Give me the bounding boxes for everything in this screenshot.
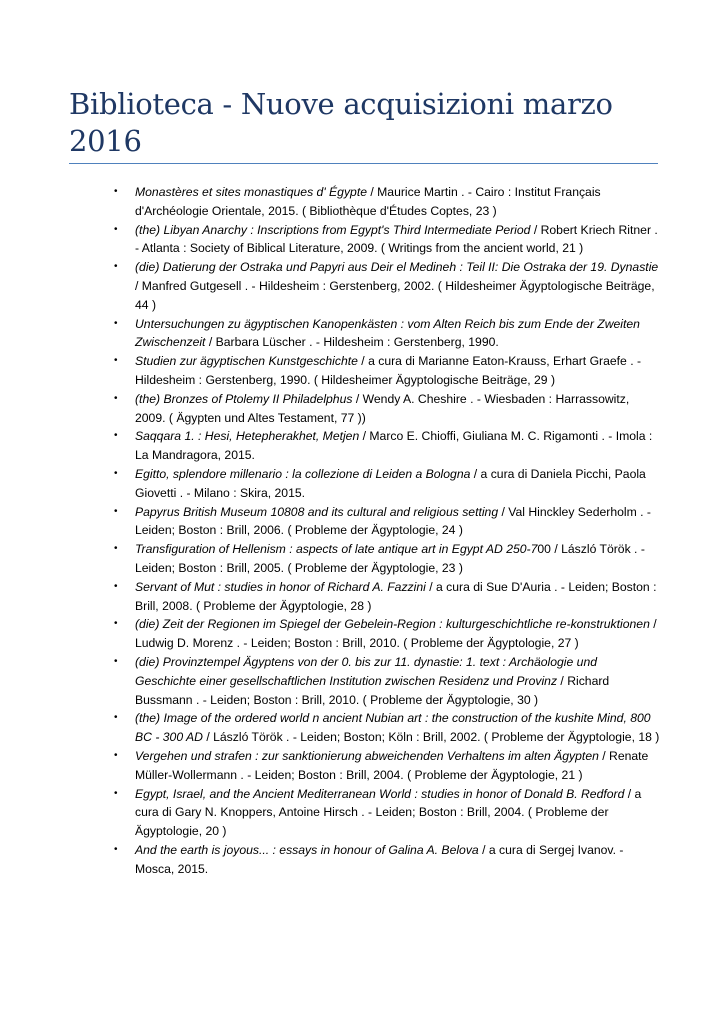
entry-details: / Ludwig D. Morenz . - Leiden; Boston : Brill, 2010. ( Probleme der Ägyptologie, 27 )	[135, 617, 657, 651]
entry-title: (die) Provinztempel Ägyptens von der 0. bis zur 11. dynastie: 1. text : Archäologie und Geschichte einer gesellschaftlichen Institution zwischen Residenz und Provinz	[135, 654, 598, 688]
page-title: Biblioteca - Nuove acquisizioni marzo 2016	[69, 87, 613, 158]
bullet-icon: •	[114, 712, 118, 724]
bullet-icon: •	[114, 787, 118, 799]
bullet-icon: •	[114, 655, 118, 667]
entry-title: And the earth is joyous... : essays in honour of Galina A. Belova	[135, 842, 479, 857]
list-item	[112, 709, 660, 747]
list-item	[112, 352, 660, 390]
bullet-icon: •	[114, 843, 118, 855]
entry-details: / Val Hinckley Sederholm . - Leiden; Boston : Brill, 2006. ( Probleme der Ägyptologie, 24 )	[135, 504, 651, 538]
list-item	[112, 503, 660, 541]
list-item	[112, 653, 660, 709]
entry-title: (the) Image of the ordered world n ancient Nubian art : the construction of the kushite Mind, 800 BC - 300 AD	[135, 711, 651, 745]
bullet-icon: •	[114, 543, 118, 555]
entry-title: Papyrus British Museum 10808 and its cultural and religious setting	[135, 504, 499, 519]
list-item	[112, 785, 660, 841]
bullet-icon: •	[114, 355, 118, 367]
bullet-icon: •	[114, 223, 118, 235]
acquisitions-list	[112, 183, 660, 878]
bullet-icon: •	[114, 505, 118, 517]
bullet-icon: •	[114, 618, 118, 630]
entry-title: (the) Libyan Anarchy : Inscriptions from Egypt's Third Intermediate Period	[135, 222, 531, 237]
entry-details: / a cura di Gary N. Knoppers, Antoine Hirsch . - Leiden; Boston : Brill, 2004. ( Probleme der Ägyptologie, 20 )	[135, 786, 642, 839]
entry-details: / László Török . - Leiden; Boston; Köln : Brill, 2002. ( Probleme der Ägyptologie, 18 )	[202, 730, 660, 745]
entry-details: / Marco E. Chioffi, Giuliana M. C. Rigamonti . - Imola : La Mandragora, 2015.	[135, 429, 653, 463]
entry-details: / Maurice Martin . - Cairo : Institut Français d'Archéologie Orientale, 2015. ( Bibliothèque d'Études Coptes, 23 )	[135, 185, 601, 218]
entry-details: / Renate Müller-Wollermann . - Leiden; Boston : Brill, 2004. ( Probleme der Ägyptologie, 21 )	[135, 748, 649, 782]
entry-title: Studien zur ägyptischen Kunstgeschichte	[135, 354, 358, 369]
list-item	[112, 465, 660, 503]
entry-title: Egitto, splendore millenario : la collezione di Leiden a Bologna	[135, 466, 471, 481]
entry-title: (the) Bronzes of Ptolemy II Philadelphus	[135, 391, 353, 406]
entry-details: 00 / László Török . - Leiden; Boston : Brill, 2005. ( Probleme der Ägyptologie, 23 )	[135, 542, 645, 575]
list-item	[112, 747, 660, 785]
title-underline	[69, 163, 658, 164]
entry-title: Untersuchungen zu ägyptischen Kanopenkästen : vom Alten Reich bis zum Ende der Zweiten Zwischenzeit	[135, 316, 640, 350]
bullet-icon: •	[114, 430, 118, 442]
list-item	[112, 315, 660, 353]
entry-title: (die) Zeit der Regionen im Spiegel der Gebelein-Region : kulturgeschichtliche re-konstruktionen	[135, 617, 650, 632]
list-item	[112, 540, 660, 578]
list-item	[112, 390, 660, 428]
entry-details: / Barbara Lüscher . - Hildesheim : Gerstenberg, 1990.	[205, 335, 499, 350]
entry-title: Egypt, Israel, and the Ancient Mediterranean World : studies in honor of Donald B. Redford	[135, 786, 625, 801]
bullet-icon: •	[114, 392, 118, 404]
bullet-icon: •	[114, 186, 118, 197]
entry-details: / Manfred Gutgesell . - Hildesheim : Gerstenberg, 2002. ( Hildesheimer Ägyptologische Beiträge, 44 )	[135, 278, 655, 312]
entry-details: / a cura di Sue D'Auria . - Leiden; Boston : Brill, 2008. ( Probleme der Ägyptologie, 28 )	[135, 579, 657, 613]
bullet-icon: •	[114, 261, 118, 273]
entry-title: Vergehen und strafen : zur sanktionierung abweichenden Verhaltens im alten Ägypten	[135, 748, 599, 763]
entry-details: / a cura di Daniela Picchi, Paola Giovetti . - Milano : Skira, 2015.	[135, 466, 646, 500]
entry-details: / a cura di Marianne Eaton-Krauss, Erhart Graefe . - Hildesheim : Gerstenberg, 1990. ( Hildesheimer Ägyptologische Beiträge, 29 )	[135, 354, 642, 387]
entry-details: / Richard Bussmann . - Leiden; Boston : Brill, 2010. ( Probleme der Ägyptologie, 30 )	[135, 673, 610, 707]
bullet-icon: •	[114, 580, 118, 592]
entry-details: / Robert Kriech Ritner . - Atlanta : Society of Biblical Literature, 2009. ( Writings from the ancient world, 21 )	[135, 222, 658, 256]
bullet-icon: •	[114, 749, 118, 761]
entry-title: (die) Datierung der Ostraka und Papyri aus Deir el Medineh : Teil II: Die Ostraka der 19. Dynastie	[135, 260, 659, 275]
entry-title: Servant of Mut : studies in honor of Richard A. Fazzini	[135, 579, 426, 594]
list-item	[112, 183, 660, 221]
entry-details: / Wendy A. Cheshire . - Wiesbaden : Harrassowitz, 2009. ( Ägypten und Altes Testament, 77 ))	[135, 391, 630, 425]
list-item	[112, 258, 660, 314]
list-item	[112, 221, 660, 259]
bullet-icon: •	[114, 317, 118, 329]
entry-title: Transfiguration of Hellenism : aspects of late antique art in Egypt AD 250-7	[135, 542, 538, 557]
entry-title: Saqqara 1. : Hesi, Hetepherakhet, Metjen	[135, 429, 360, 444]
list-item	[112, 427, 660, 465]
list-item	[112, 841, 660, 879]
entry-title: Monastères et sites monastiques d' Égypte	[135, 185, 367, 199]
entry-details: / a cura di Sergej Ivanov. - Mosca, 2015.	[135, 842, 624, 876]
list-item	[112, 578, 660, 616]
bullet-icon: •	[114, 467, 118, 479]
list-item	[112, 615, 660, 653]
